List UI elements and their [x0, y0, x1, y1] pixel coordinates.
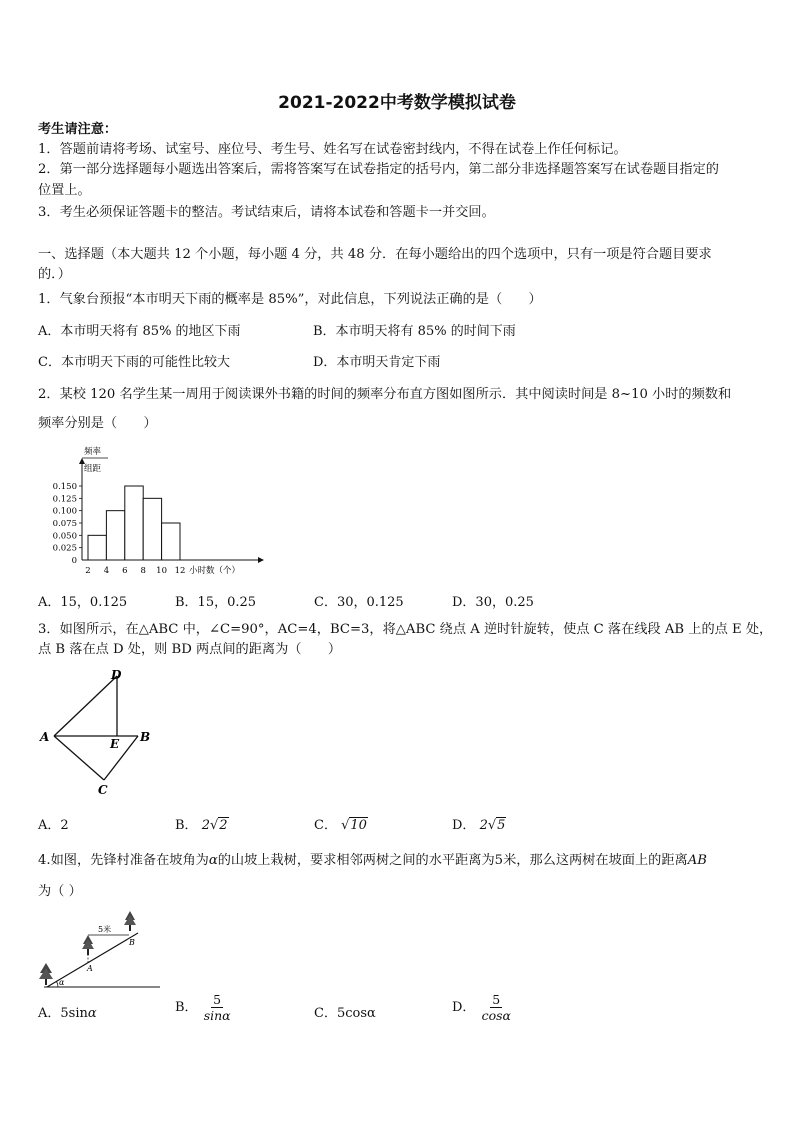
sqrt-expression: √10 [341, 818, 367, 833]
q1-option-c: C．本市明天下雨的可能性比较大 [38, 355, 230, 370]
q3-option-d [452, 816, 506, 835]
x-tick-label: 10 [156, 566, 168, 576]
x-tick-label: 2 [85, 566, 91, 576]
y-tick-label: 0.050 [52, 531, 77, 542]
q3-option-a [38, 816, 69, 835]
q4-stem-part: 的山坡上栽树，要求相邻两树之间的水平距离为5米，那么这两树在坡面上的距离 [217, 853, 688, 868]
option-label: A． [38, 818, 61, 833]
q1-stem: 1．气象台预报“本市明天下雨的概率是 85%”，对此信息，下列说法正确的是（ ） [38, 292, 542, 307]
option-label: C． [314, 818, 337, 833]
sqrt-expression: 2√2 [201, 818, 228, 833]
option-label: D． [452, 1000, 476, 1015]
q4-option-c [314, 1004, 376, 1023]
page-title: 2021-2022中考数学模拟试卷 [278, 93, 516, 113]
histogram-bar [106, 511, 124, 560]
segment-ad [54, 676, 117, 736]
point-a-label: A [87, 964, 93, 973]
radicand: 5 [497, 818, 506, 833]
option-value: 2 [60, 818, 69, 833]
tree-icon [82, 935, 94, 955]
section-heading: 一、选择题（本大题共 12 个小题，每小题 4 分，共 48 分．在每小题给出的四个选项中，只有一项是符合题目要求 [38, 247, 712, 262]
histogram-bar [162, 523, 180, 560]
option-label: B． [175, 818, 198, 833]
coefficient: 2 [201, 818, 210, 833]
q1-option-b: B．本市明天将有 85% 的时间下雨 [313, 324, 516, 339]
y-tick-label: 0.075 [52, 519, 77, 529]
option-label: A． [38, 1006, 61, 1021]
fraction [202, 992, 233, 1023]
numerator: 5 [213, 992, 222, 1007]
option-text: 5sin [60, 1006, 88, 1021]
notice-item: 2．第一部分选择题每小题选出答案后，需将答案写在试卷指定的括号内，第二部分非选择题答案写在试卷题目指定的 [38, 162, 719, 177]
y-tick-label: 0.100 [52, 506, 77, 517]
angle-arc [57, 982, 59, 988]
q1-option-a: A．本市明天将有 85% 的地区下雨 [38, 324, 241, 339]
q2-stem: 2．某校 120 名学生某一周用于阅读课外书籍的时间的频率分布直方图如图所示．其中阅读时间是 8~10 小时的频数和 [38, 387, 732, 402]
q2-option-a: A．15，0.125 [38, 595, 128, 610]
histogram-bar [143, 498, 161, 560]
q1-option-d: D．本市明天肯定下雨 [313, 355, 441, 370]
notice-heading: 考生请注意： [38, 122, 118, 137]
slope-figure [30, 905, 170, 993]
alpha-label: α [59, 978, 65, 987]
q4-option-d [452, 992, 513, 1023]
coefficient: 2 [479, 818, 488, 833]
denominator: cosα [481, 1008, 511, 1023]
q4-stem [38, 851, 707, 870]
q4-stem-part: 4.如图，先锋村准备在坡角为 [38, 853, 209, 868]
histogram-chart [30, 440, 280, 585]
x-axis-arrow [258, 557, 264, 563]
y-tick-label: 0.125 [52, 494, 77, 505]
y-label-bottom: 组距 [84, 464, 102, 474]
tree-icon [39, 963, 53, 985]
q3-option-b [175, 816, 229, 835]
point-d-label: D [111, 668, 122, 682]
x-tick-label: 6 [122, 566, 128, 576]
tree-icon [124, 911, 136, 931]
option-label: B． [175, 1000, 198, 1015]
x-tick-label: 4 [103, 566, 110, 576]
segment-ab-symbol: AB [687, 853, 707, 868]
q3-stem-cont: 点 B 落在点 D 处，则 BD 两点间的距离为（ ） [38, 642, 342, 657]
point-e-label: E [110, 737, 120, 751]
q3-stem: 3．如图所示，在△ABC 中，∠C=90°，AC=4，BC=3，将△ABC 绕点 A 逆时针旋转，使点 C 落在线段 AB 上的点 E 处， [38, 622, 773, 637]
q2-option-c: C．30，0.125 [314, 595, 404, 610]
q2-option-b: B．15，0.25 [175, 595, 257, 610]
fraction [480, 992, 513, 1023]
notice-item: 3．考生必须保证答题卡的整洁。考试结束后，请将本试卷和答题卡一并交回。 [38, 205, 495, 220]
alpha-symbol: α [208, 853, 218, 868]
point-b-label: B [129, 938, 135, 947]
y-label-top: 频率 [84, 447, 102, 457]
radicand: 2 [219, 818, 228, 833]
histogram-bar [88, 535, 106, 560]
y-tick-label: 0.150 [52, 482, 77, 492]
distance-label: 5米 [98, 925, 112, 934]
x-tick-label: 8 [140, 566, 146, 576]
denominator: sinα [203, 1008, 231, 1023]
origin-label: 0 [71, 556, 77, 566]
radicand: 10 [350, 818, 367, 833]
numerator: 5 [492, 992, 501, 1007]
q3-option-c [314, 816, 368, 835]
notice-item: 位置上。 [38, 183, 91, 198]
point-b-label: B [140, 730, 151, 744]
option-label: D． [452, 818, 476, 833]
point-a-label: A [40, 730, 50, 744]
option-label: C． [314, 1006, 337, 1021]
option-text: 5cosα [336, 1006, 376, 1021]
notice-item: 1．答题前请将考场、试室号、座位号、考生号、姓名写在试卷密封线内，不得在试卷上作任何标记。 [38, 142, 627, 157]
q2-option-d: D．30，0.25 [452, 595, 534, 610]
histogram-bar [125, 486, 143, 560]
alpha-symbol: α [87, 1006, 97, 1021]
segment-ac [54, 736, 104, 780]
point-c-label: C [98, 783, 108, 797]
y-tick-label: 0.025 [52, 543, 77, 554]
triangle-figure [30, 665, 170, 800]
x-axis-label: 小时数（个） [189, 566, 241, 576]
sqrt-expression: 2√5 [479, 818, 506, 833]
q4-stem-cont: 为（ ） [38, 884, 82, 899]
q4-option-a [38, 1004, 97, 1023]
section-heading-cont: 的．） [38, 267, 71, 282]
x-tick-label: 12 [174, 566, 186, 576]
q2-stem-cont: 频率分别是（ ） [38, 416, 157, 431]
q4-option-b [175, 992, 233, 1023]
